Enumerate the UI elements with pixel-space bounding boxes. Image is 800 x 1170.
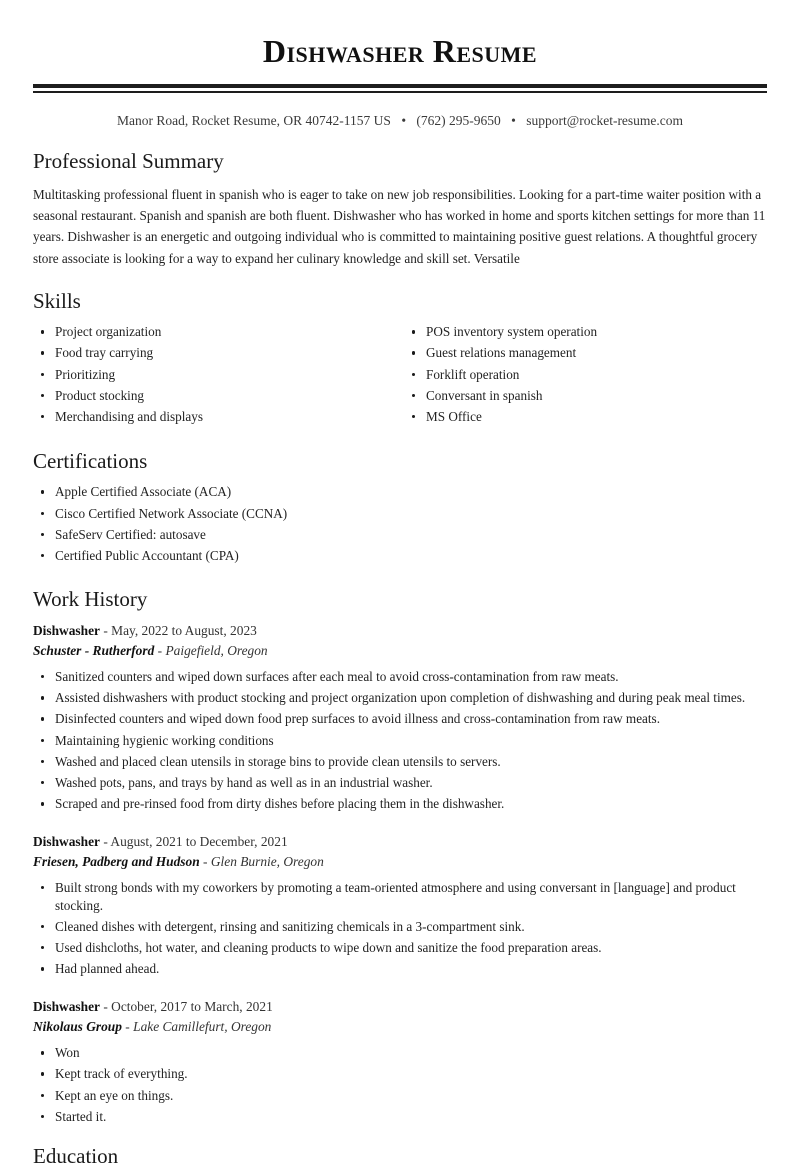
work-entry-company: Schuster - Rutherford [33, 642, 155, 658]
summary-text: Multitasking professional fluent in spanish who is eager to take on new job responsibilities. Looking for a part-time waiter position with a seasonal restaurant. Spanish and spanish are both fluent. Dishwasher who has worked in home and sports kitchen settings for more than 11 years. Dishwasher is an energetic and outgoing individual who is committed to maintaining positive guest relations. A thoughtful grocery store associate is looking for a way to expand her culinary knowledge and skill set. Versatile [33, 186, 766, 266]
list-item: Food tray carrying [33, 344, 404, 362]
section-work-history [33, 587, 767, 1126]
work-entry-title: Dishwasher [33, 998, 100, 1014]
list-item: Started it. [33, 1108, 767, 1126]
list-item: Certified Public Accountant (CPA) [33, 547, 767, 565]
certifications-list [33, 483, 767, 564]
section-heading-work-history: Work History [33, 586, 148, 611]
list-item: Kept an eye on things. [33, 1087, 767, 1105]
contact-separator-2: • [511, 112, 516, 128]
list-item: SafeServ Certified: autosave [33, 526, 767, 544]
section-skills [33, 289, 767, 429]
list-item: Apple Certified Associate (ACA) [33, 483, 767, 501]
list-item: POS inventory system operation [404, 323, 767, 341]
skills-column-left [33, 323, 404, 429]
list-item: Used dishcloths, hot water, and cleaning products to wipe down and sanitize the food preparation areas. [33, 939, 767, 957]
contact-line [33, 112, 767, 130]
skills-columns [33, 323, 767, 429]
work-entry-company-line [33, 641, 767, 661]
list-item: Project organization [33, 323, 404, 341]
work-entry-title-line [33, 997, 767, 1017]
section-professional-summary [33, 149, 767, 269]
list-item: MS Office [404, 408, 767, 426]
list-item: Product stocking [33, 387, 404, 405]
list-item: Had planned ahead. [33, 960, 767, 978]
section-heading-skills: Skills [33, 289, 81, 314]
skills-list-left [33, 323, 404, 425]
skills-list-right [404, 323, 767, 425]
skills-column-right [404, 323, 767, 429]
list-item: Guest relations management [404, 344, 767, 362]
list-item: Won [33, 1044, 767, 1062]
list-item: Washed pots, pans, and trays by hand as well as in an industrial washer. [33, 774, 767, 792]
list-item: Assisted dishwashers with product stocking and project organization upon completion of dishwashing and during peak meal times. [33, 689, 767, 707]
work-entry-separator: - [203, 853, 208, 869]
page-title: Dishwasher Resume [262, 33, 538, 69]
list-item: Built strong bonds with my coworkers by promoting a team-oriented atmosphere and using conversant in [language] and product stocking. [33, 879, 767, 914]
list-item: Scraped and pre-rinsed food from dirty dishes before placing them in the dishwasher. [33, 795, 767, 813]
work-entry-company-line [33, 1017, 767, 1037]
work-entry-title: Dishwasher [33, 833, 100, 849]
work-entry-title-line [33, 832, 767, 852]
contact-email[interactable]: support@rocket-resume.com [526, 112, 684, 128]
work-entry-title-line [33, 621, 767, 641]
work-entry-separator: - [103, 833, 108, 849]
work-entry-company-line [33, 852, 767, 872]
contact-address: Manor Road, Rocket Resume, OR 40742-1157 US [116, 112, 391, 128]
list-item: Disinfected counters and wiped down food prep surfaces to avoid illness and cross-contamination from raw meats. [33, 710, 767, 728]
work-entry-dates: May, 2022 to August, 2023 [111, 622, 257, 638]
list-item: Cisco Certified Network Associate (CCNA) [33, 505, 767, 523]
section-certifications [33, 449, 767, 564]
work-entry-dates: October, 2017 to March, 2021 [111, 998, 273, 1014]
work-entry [33, 997, 767, 1125]
work-entry-separator: - [103, 998, 108, 1014]
work-entry-bullets [33, 1044, 767, 1125]
contact-phone[interactable]: (762) 295-9650 [416, 112, 501, 128]
work-entry [33, 832, 767, 978]
work-entry-title: Dishwasher [33, 622, 100, 638]
header-divider [33, 84, 767, 93]
list-item: Maintaining hygienic working conditions [33, 732, 767, 750]
work-entry-dates: August, 2021 to December, 2021 [110, 833, 288, 849]
list-item: Conversant in spanish [404, 387, 767, 405]
list-item: Sanitized counters and wiped down surfaces after each meal to avoid cross-contamination from raw meats. [33, 668, 767, 686]
work-entry-bullets [33, 879, 767, 978]
work-entry-separator: - [125, 1019, 130, 1035]
list-item: Merchandising and displays [33, 408, 404, 426]
section-education [33, 1144, 767, 1169]
work-entry-separator: - [103, 622, 108, 638]
list-item: Forklift operation [404, 366, 767, 384]
list-item: Cleaned dishes with detergent, rinsing and sanitizing chemicals in a 3-compartment sink. [33, 918, 767, 936]
work-entry-company: Nikolaus Group [33, 1019, 122, 1035]
work-entry-location: Paigefield, Oregon [165, 642, 268, 658]
section-heading-summary: Professional Summary [33, 149, 224, 174]
list-item: Kept track of everything. [33, 1065, 767, 1083]
work-entry-location: Lake Camillefurt, Oregon [133, 1019, 272, 1035]
list-item: Prioritizing [33, 366, 404, 384]
list-item: Washed and placed clean utensils in storage bins to provide clean utensils to servers. [33, 753, 767, 771]
section-heading-certifications: Certifications [33, 449, 148, 474]
divider-rule-thin [33, 91, 767, 93]
section-heading-education: Education [33, 1144, 119, 1169]
work-entry-bullets [33, 668, 767, 813]
work-entry-separator: - [157, 642, 163, 658]
work-entry-company: Friesen, Padberg and Hudson [33, 853, 200, 869]
work-entry-location: Glen Burnie, Oregon [210, 853, 324, 869]
work-entry [33, 621, 767, 813]
contact-separator-1: • [401, 112, 407, 128]
